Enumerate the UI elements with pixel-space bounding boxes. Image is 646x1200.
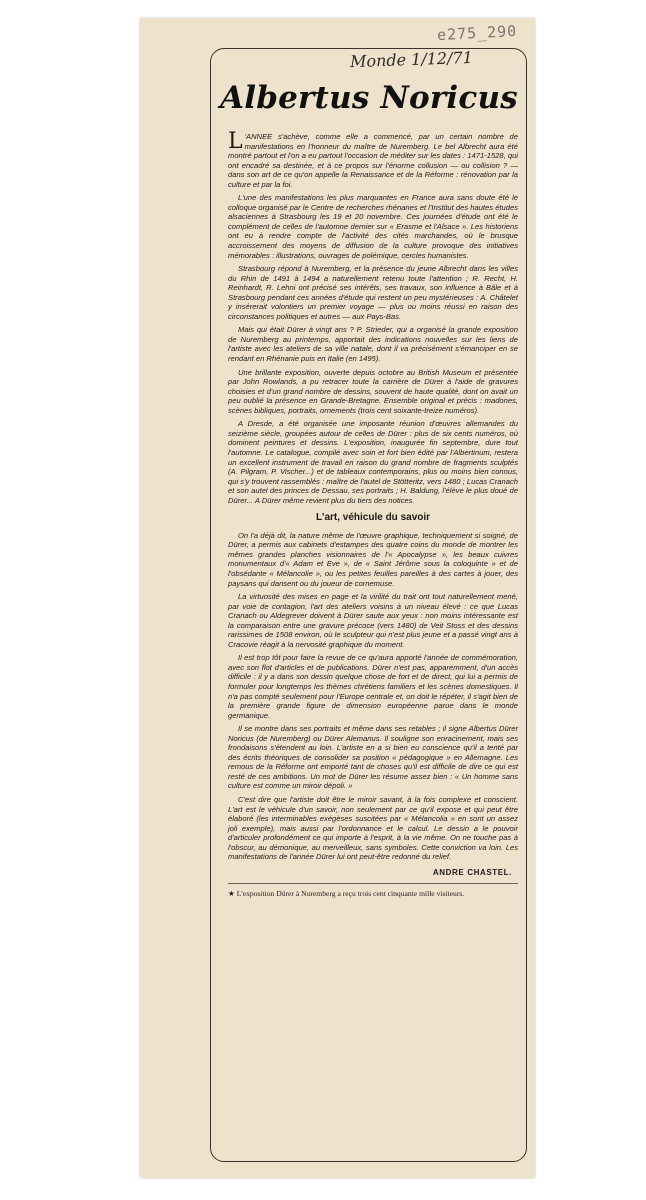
footnote: ★ L'exposition Dürer à Nuremberg a reçu trois cent cinquante mille visiteurs. bbox=[228, 883, 518, 898]
lead-paragraph-text: 'ANNEE s'achève, comme elle a commencé, par un certain nombre de manifestations en l'honneur du maître de Nuremberg. Le bel Albrecht aura été montré partout et l'on a eu partout l'occasion de méditer sur les dates : 1471-1528, qui ont encadré sa destinée, et à ce propos sur l'énorme collusion — ou collision ? — dans son art de ce qu'on appelle la Renaissance et de la Réforme : rénovation par la culture et par la foi. bbox=[228, 132, 518, 189]
handwritten-reference: e275_290 bbox=[436, 21, 518, 45]
paragraph: Mais qui était Dürer à vingt ans ? P. Strieder, qui a organisé la grande exposition de Nuremberg au printemps, apportait des indications nouvelles sur les liens de l'artiste avec les ateliers de sa ville natale, dont il va précisément s'émanciper en se rendant en Rhénanie puis en Italie (en 1495). bbox=[228, 325, 518, 364]
paragraph: On l'a déjà dit, la nature même de l'œuvre graphique, techniquement si soigné, de Dürer, a permis aux cabinets d'estampes des quatre coins du monde de montrer les mêmes grandes planches visionnaires de l'« Apocalypse », les beaux cuivres monumentaux d'« Adam et Eve », de « Saint Jérôme sous la coloquinte » et de l'obsédante « Mélancolie », ou les petites feuilles pareilles à des cartes à jouer, des paysans qui dansent ou du joueur de cornemuse. bbox=[228, 530, 518, 588]
paragraph: L'une des manifestations les plus marquantes en France aura sans doute été le colloque organisé par le Centre de recherches rhénanes et l'Institut des hautes études alsaciennes à Strasbourg les 19 et 20 novembre. Ces journées d'étude ont été le complément de celles de l'automne dernier sur « Erasme et l'Alsace ». Les historiens ont eu à rendre compte de l'activité des cités marchandes, où le brusque accroissement des moyens de diffusion de la culture provoque des initiatives mémorables : illustrations, ouvrages de polémique, cercles humanistes. bbox=[228, 193, 518, 260]
paragraph: Il se montre dans ses portraits et même dans ses retables ; il signe Albertus Dürer Noricus (de Nuremberg) ou Dürer Alemanus. Il souligne son enracinement, mais ses frondaisons s'étendent au loin. L'artiste en a si bien eu conscience qu'il a tenté par des écrits théoriques de consolider sa position « pédagogique » en Allemagne. Les remous de la Réforme ont emporté tant de choses qu'il est difficile de dire ce qui est resté de ces ambitions. Un mot de Dürer les résume assez bien : « Un homme sans culture est comme un miroir dépoli. » bbox=[228, 724, 518, 791]
paragraph: Une brillante exposition, ouverte depuis octobre au British Museum et présentée par John Rowlands, a pu retracer toute la carrière de Dürer à l'aide de gravures choisies et d'un grand nombre de dessins, souvent de haute qualité, dont on avait un peu oublié la présence en Grande-Bretagne. Ensemble original et précis : madones, scènes bibliques, portraits, ornements (trois cent soixante-treize numéros). bbox=[228, 367, 518, 415]
article-body bbox=[228, 129, 518, 899]
section-subheading: L'art, véhicule du savoir bbox=[315, 512, 431, 524]
lead-paragraph bbox=[228, 129, 518, 189]
paragraph: Il est trop tôt pour faire la revue de ce qu'aura apporté l'année de commémoration, avec son flot d'articles et de publications. Dürer n'est pas, apparemment, d'un accès difficile : il y a dans son dessin quelque chose de fort et de direct, qui lui a permis de formuler pour longtemps les thèmes chrétiens familiers et les scènes domestiques. Il n'a pas compté seulement pour l'Europe centrale et, on doit le répéter, il s'agit bien de la première grande figure de dimension européenne parue dans le monde germanique. bbox=[228, 653, 518, 720]
author-signature: ANDRE CHASTEL. bbox=[432, 867, 512, 877]
drop-cap: L bbox=[228, 129, 243, 154]
paragraph: A Dresde, a été organisée une imposante réunion d'œuvres allemandes du seizième siècle, groupées autour de celles de Dürer : plus de six cents numéros, où dominent peintures et dessins. L'exposition, inaugurée fin septembre, dure tout l'automne. Le catalogue, compilé avec soin et fort bien édité par l'Albertinum, restera un excellent instrument de travail en raison du grand nombre de fragments sculptés (A. Pilgram, P. Vischer...) et de tableaux contemporains, plus ou moins bien connus, qui s'y trouvent rassemblés : maître de l'autel de Stötteritz, vers 1480 ; Lucas Cranach et son autel des princes de Dessau, ses portraits ; H. Baldung, l'élève le plus doué de Dürer... A Dürer même revient plus du tiers des notices. bbox=[228, 419, 518, 505]
article-title: Albertus Noricus bbox=[220, 80, 518, 116]
handwritten-source-date: Monde 1/12/71 bbox=[349, 47, 474, 72]
paragraph: C'est dire que l'artiste doit être le miroir savant, à la fois complexe et conscient. L'art est le véhicule d'un savoir, non seulement par ce qu'il expose et qui peut être élaboré (les interminables exégèses suscitées par « Mélancolia » en sont un assez joli exemple), mais aussi par l'ordonnance et le calcul. Le dessin a le pouvoir d'articuler profondément ce qui importe à l'esprit, à la vie même. On ne touche pas à l'obscur, au démonique, au merveilleux, sans symboles. Cette conviction va loin. Les manifestations de l'année Dürer lui ont peut-être redonné du relief. bbox=[228, 795, 518, 862]
paragraph: La virtuosité des mises en page et la virilité du trait ont tout naturellement mené, par voie de contagion, l'art des ateliers voisins à un niveau élevé : ce que Lucas Cranach ou Aldegrever doivent à Dürer saute aux yeux : non moins intéressante est la comparaison entre une gravure précoce (vers 1480) de Veit Stoss et des dessins rarissimes de 1508 environ, où le sculpteur qui n'est plus jeune et a passé vingt ans à Cracovie réagit à la nervosité graphique du moment. bbox=[228, 592, 518, 649]
newspaper-clipping bbox=[140, 18, 535, 1178]
paragraph: Strasbourg répond à Nuremberg, et la présence du jeune Albrecht dans les villes du Rhin de 1491 à 1494 a naturellement retenu toute l'attention ; R. Recht, H. Reinhardt, R. Lehni ont précisé ses intérêts, ses travaux, son influence à Bâle et à Strasbourg pendant ces années d'étude qui restent un peu mystérieuses : A. Châtelet y insérerait volontiers un premier voyage — plus ou moins réussi en raison des circonstances politiques et autres — aux Pays-Bas. bbox=[228, 264, 518, 321]
